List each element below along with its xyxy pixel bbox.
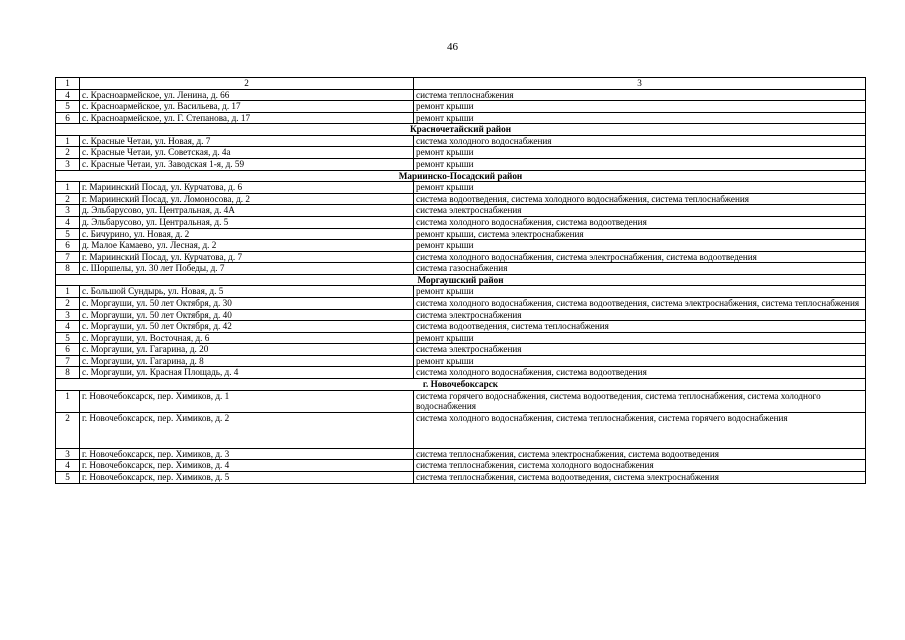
address-cell: с. Шоршелы, ул. 30 лет Победы, д. 7 bbox=[80, 263, 414, 275]
table-row bbox=[56, 182, 866, 194]
table-row bbox=[56, 286, 866, 298]
row-number: 4 bbox=[56, 216, 80, 228]
row-number: 2 bbox=[56, 193, 80, 205]
address-cell: с. Бичурино, ул. Новая, д. 2 bbox=[80, 228, 414, 240]
table-row bbox=[56, 101, 866, 113]
address-cell: г. Новочебоксарск, пер. Химиков, д. 1 bbox=[80, 390, 414, 412]
header-cell: 2 bbox=[80, 78, 414, 90]
row-number: 8 bbox=[56, 263, 80, 275]
works-cell: система водоотведения, система холодного водоснабжения, система теплоснабжения bbox=[414, 193, 866, 205]
table-row bbox=[56, 193, 866, 205]
works-cell: система электроснабжения bbox=[414, 344, 866, 356]
section-header-row bbox=[56, 274, 866, 286]
works-cell: система холодного водоснабжения, система водоотведения bbox=[414, 216, 866, 228]
row-number: 5 bbox=[56, 101, 80, 113]
row-number: 6 bbox=[56, 240, 80, 252]
works-cell: система газоснабжения bbox=[414, 263, 866, 275]
section-title: г. Новочебоксарск bbox=[56, 379, 866, 391]
table-row bbox=[56, 460, 866, 472]
section-header-row bbox=[56, 379, 866, 391]
row-number: 2 bbox=[56, 297, 80, 309]
works-cell: система теплоснабжения, система водоотведения, система электроснабжения bbox=[414, 471, 866, 483]
works-cell: ремонт крыши bbox=[414, 112, 866, 124]
row-number: 8 bbox=[56, 367, 80, 379]
table-row bbox=[56, 412, 866, 448]
row-number: 5 bbox=[56, 228, 80, 240]
row-number: 2 bbox=[56, 147, 80, 159]
address-cell: с. Моргауши, ул. 50 лет Октября, д. 40 bbox=[80, 309, 414, 321]
address-cell: с. Моргауши, ул. Красная Площадь, д. 4 bbox=[80, 367, 414, 379]
table-row bbox=[56, 263, 866, 275]
table-row bbox=[56, 321, 866, 333]
table-row bbox=[56, 344, 866, 356]
row-number: 6 bbox=[56, 344, 80, 356]
table-row bbox=[56, 240, 866, 252]
table-row bbox=[56, 309, 866, 321]
works-cell: ремонт крыши bbox=[414, 240, 866, 252]
table-row bbox=[56, 367, 866, 379]
works-cell: система теплоснабжения, система электроснабжения, система водоотведения bbox=[414, 448, 866, 460]
table-row bbox=[56, 216, 866, 228]
table-row bbox=[56, 332, 866, 344]
page-number: 46 bbox=[447, 41, 458, 53]
address-cell: с. Красноармейское, ул. Васильева, д. 17 bbox=[80, 101, 414, 113]
row-number: 3 bbox=[56, 205, 80, 217]
row-number: 1 bbox=[56, 286, 80, 298]
table-row bbox=[56, 159, 866, 171]
row-number: 5 bbox=[56, 471, 80, 483]
table-row bbox=[56, 471, 866, 483]
works-cell: система электроснабжения bbox=[414, 309, 866, 321]
works-cell: ремонт крыши bbox=[414, 332, 866, 344]
address-cell: г. Мариинский Посад, ул. Курчатова, д. 7 bbox=[80, 251, 414, 263]
row-number: 2 bbox=[56, 412, 80, 448]
table-row bbox=[56, 147, 866, 159]
row-number: 1 bbox=[56, 390, 80, 412]
section-header-row bbox=[56, 124, 866, 136]
address-cell: с. Большой Сундырь, ул. Новая, д. 5 bbox=[80, 286, 414, 298]
address-cell: г. Новочебоксарск, пер. Химиков, д. 4 bbox=[80, 460, 414, 472]
works-cell: система теплоснабжения, система холодного водоснабжения bbox=[414, 460, 866, 472]
address-cell: с. Красные Четаи, ул. Заводская 1-я, д. 59 bbox=[80, 159, 414, 171]
works-cell: система горячего водоснабжения, система водоотведения, система теплоснабжения, система холодного водоснабжения bbox=[414, 390, 866, 412]
row-number: 5 bbox=[56, 332, 80, 344]
table-row bbox=[56, 390, 866, 412]
row-number: 3 bbox=[56, 159, 80, 171]
address-cell: с. Красноармейское, ул. Г. Степанова, д. 17 bbox=[80, 112, 414, 124]
works-cell: ремонт крыши bbox=[414, 355, 866, 367]
works-cell: система холодного водоснабжения, система теплоснабжения, система горячего водоснабжения bbox=[414, 412, 866, 448]
table-row bbox=[56, 297, 866, 309]
address-cell: г. Новочебоксарск, пер. Химиков, д. 3 bbox=[80, 448, 414, 460]
address-cell: д. Эльбарусово, ул. Центральная, д. 4А bbox=[80, 205, 414, 217]
row-number: 3 bbox=[56, 309, 80, 321]
works-cell: ремонт крыши bbox=[414, 182, 866, 194]
header-cell: 3 bbox=[414, 78, 866, 90]
address-cell: с. Красные Четаи, ул. Новая, д. 7 bbox=[80, 135, 414, 147]
table-header-row bbox=[56, 78, 866, 90]
table-row bbox=[56, 112, 866, 124]
address-cell: д. Малое Камаево, ул. Лесная, д. 2 bbox=[80, 240, 414, 252]
address-cell: д. Эльбарусово, ул. Центральная, д. 5 bbox=[80, 216, 414, 228]
works-cell: система холодного водоснабжения, система электроснабжения, система водоотведения bbox=[414, 251, 866, 263]
works-cell: ремонт крыши bbox=[414, 101, 866, 113]
address-cell: с. Красноармейское, ул. Ленина, д. 66 bbox=[80, 89, 414, 101]
header-cell: 1 bbox=[56, 78, 80, 90]
table-row bbox=[56, 89, 866, 101]
row-number: 4 bbox=[56, 321, 80, 333]
address-cell: с. Моргауши, ул. 50 лет Октября, д. 30 bbox=[80, 297, 414, 309]
address-cell: г. Мариинский Посад, ул. Курчатова, д. 6 bbox=[80, 182, 414, 194]
row-number: 6 bbox=[56, 112, 80, 124]
section-title: Мариинско-Посадский район bbox=[56, 170, 866, 182]
table-row bbox=[56, 228, 866, 240]
address-cell: г. Новочебоксарск, пер. Химиков, д. 5 bbox=[80, 471, 414, 483]
address-cell: с. Моргауши, ул. 50 лет Октября, д. 42 bbox=[80, 321, 414, 333]
works-cell: ремонт крыши bbox=[414, 286, 866, 298]
row-number: 4 bbox=[56, 460, 80, 472]
section-title: Красночетайский район bbox=[56, 124, 866, 136]
works-cell: ремонт крыши, система электроснабжения bbox=[414, 228, 866, 240]
works-cell: система водоотведения, система теплоснабжения bbox=[414, 321, 866, 333]
address-cell: с. Моргауши, ул. Гагарина, д. 20 bbox=[80, 344, 414, 356]
works-cell: система холодного водоснабжения, система водоотведения bbox=[414, 367, 866, 379]
row-number: 1 bbox=[56, 182, 80, 194]
row-number: 3 bbox=[56, 448, 80, 460]
row-number: 7 bbox=[56, 355, 80, 367]
works-cell: система холодного водоснабжения bbox=[414, 135, 866, 147]
table-row bbox=[56, 448, 866, 460]
address-cell: г. Мариинский Посад, ул. Ломоносова, д. 2 bbox=[80, 193, 414, 205]
address-cell: с. Моргауши, ул. Восточная, д. 6 bbox=[80, 332, 414, 344]
row-number: 1 bbox=[56, 135, 80, 147]
row-number: 4 bbox=[56, 89, 80, 101]
address-cell: с. Красные Четаи, ул. Советская, д. 4а bbox=[80, 147, 414, 159]
table-row bbox=[56, 251, 866, 263]
works-cell: система холодного водоснабжения, система водоотведения, система электроснабжения, система теплоснабжения bbox=[414, 297, 866, 309]
table-row bbox=[56, 355, 866, 367]
works-cell: система электроснабжения bbox=[414, 205, 866, 217]
table-row bbox=[56, 135, 866, 147]
address-cell: г. Новочебоксарск, пер. Химиков, д. 2 bbox=[80, 412, 414, 448]
row-number: 7 bbox=[56, 251, 80, 263]
address-cell: с. Моргауши, ул. Гагарина, д. 8 bbox=[80, 355, 414, 367]
works-cell: ремонт крыши bbox=[414, 159, 866, 171]
works-table bbox=[55, 77, 866, 484]
section-title: Моргаушский район bbox=[56, 274, 866, 286]
section-header-row bbox=[56, 170, 866, 182]
table-row bbox=[56, 205, 866, 217]
works-cell: система теплоснабжения bbox=[414, 89, 866, 101]
works-cell: ремонт крыши bbox=[414, 147, 866, 159]
